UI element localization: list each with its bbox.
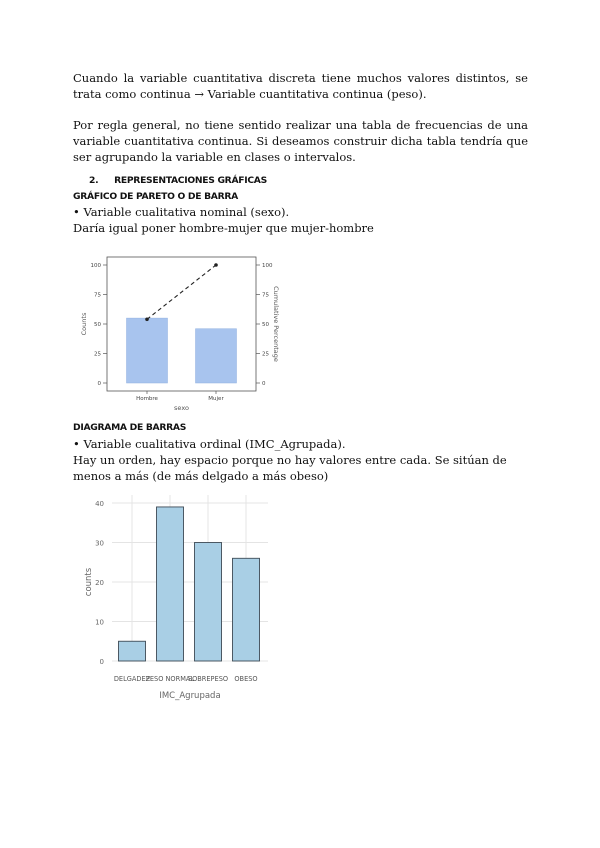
imc-bar — [119, 641, 146, 661]
imc-bar — [157, 507, 184, 661]
pareto-y-tick-label: 75 — [94, 292, 101, 299]
imc-y-tick-label: 30 — [95, 539, 104, 548]
pareto-frame — [107, 257, 256, 391]
pareto-heading: GRÁFICO DE PARETO O DE BARRA — [73, 191, 238, 202]
imc-y-tick-label: 40 — [95, 500, 104, 508]
pareto-y-tick-label: 100 — [90, 263, 101, 269]
pareto-cumulative-point — [214, 263, 218, 267]
pareto-y2-tick-label: 75 — [262, 292, 269, 299]
section-heading — [89, 175, 267, 186]
imc-x-tick-label: SOBREPESO — [187, 675, 229, 683]
imc-bar — [195, 543, 222, 662]
pareto-bar — [196, 329, 237, 383]
paragraph-frequency-table: Por regla general, no tiene sentido realizar una tabla de frecuencias de una variable cuantitativa continua. Si deseamos construir dicha tabla tendría que ser agrupando la variable en clases o intervalos. — [73, 118, 528, 164]
pareto-bar — [127, 318, 168, 383]
imc-y-tick-label: 20 — [95, 579, 104, 587]
pareto-y2-tick-label: 25 — [262, 351, 269, 358]
barras-bullet: • Variable cualitativa ordinal (IMC_Agrupada). — [73, 437, 346, 451]
barras-heading: DIAGRAMA DE BARRAS — [73, 422, 187, 433]
pareto-y-tick-label: 50 — [94, 322, 101, 328]
pareto-y2-tick-label: 0 — [262, 381, 266, 387]
imc-y-tick-label: 0 — [99, 658, 104, 666]
pareto-x-axis-label: sexo — [174, 404, 189, 412]
pareto-cumulative-point — [145, 317, 149, 321]
imc-x-tick-label: PESO NORMAL — [145, 675, 195, 683]
imc-x-tick-label: DELGADEZ — [113, 675, 151, 683]
pareto-y2-tick-label: 100 — [262, 263, 273, 269]
pareto-y2-tick-label: 50 — [262, 322, 269, 328]
pareto-y-axis-label: Counts — [80, 312, 88, 336]
pareto-y-tick-label: 0 — [97, 381, 101, 387]
imc-x-axis-label: IMC_Agrupada — [159, 691, 221, 701]
pareto-note: Daría igual poner hombre-mujer que mujer-hombre — [73, 221, 374, 235]
pareto-y2-axis-label: Cumulative Percentage — [272, 286, 280, 362]
section-title: REPRESENTACIONES GRÁFICAS — [114, 175, 267, 186]
imc-x-tick-label: OBESO — [234, 675, 258, 683]
barras-note: Hay un orden, hay espacio porque no hay valores entre cada. Se sitúan de menos a más (de más delgado a más obeso) — [73, 453, 507, 483]
imc-bar — [233, 558, 260, 661]
imc-y-axis-label: counts — [84, 567, 94, 597]
pareto-y-tick-label: 25 — [94, 351, 101, 358]
pareto-x-tick-label: Hombre — [136, 396, 158, 402]
pareto-x-tick-label: Mujer — [208, 396, 224, 402]
imc-y-tick-label: 10 — [95, 618, 104, 627]
pareto-bullet: • Variable cualitativa nominal (sexo). — [73, 205, 290, 219]
paragraph-discrete-variable: Cuando la variable cuantitativa discreta tiene muchos valores distintos, se trata como continua → Variable cuantitativa continua (peso). — [73, 71, 528, 101]
section-number: 2. — [89, 175, 99, 186]
pareto-cumulative-line — [147, 265, 216, 319]
